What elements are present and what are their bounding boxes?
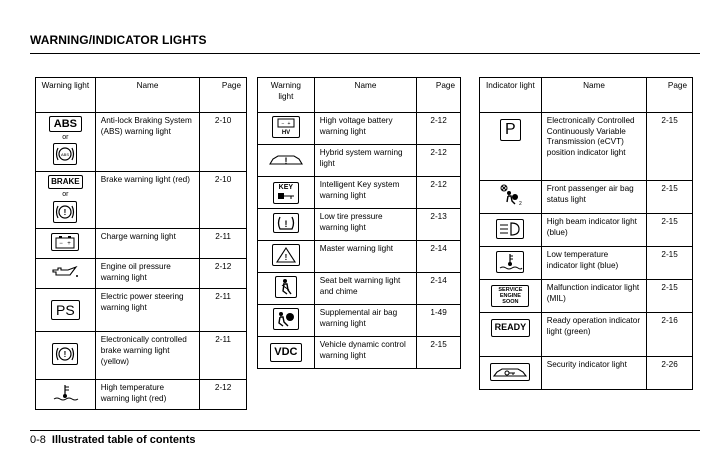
light-name: Anti-lock Braking System (ABS) warning light — [95, 113, 199, 172]
ps-icon: PS — [51, 300, 80, 320]
header-divider — [30, 53, 700, 54]
ready-icon: READY — [491, 319, 531, 337]
light-name: Ready operation indicator light (green) — [541, 313, 646, 357]
svg-text:2: 2 — [519, 201, 523, 207]
svg-text:−: − — [59, 241, 64, 248]
table-row — [258, 209, 461, 241]
footer-title: Illustrated table of contents — [51, 434, 196, 446]
svg-text:!: ! — [64, 207, 67, 217]
svg-text:!: ! — [64, 350, 67, 360]
light-name: Supplemental air bag warning light — [314, 305, 416, 337]
page-footer — [30, 434, 196, 446]
page-ref: 2-13 — [417, 209, 461, 241]
table-row — [480, 181, 693, 214]
svg-text:+: + — [287, 121, 291, 128]
svg-text:−: − — [281, 121, 285, 128]
page-ref: 2-11 — [200, 229, 247, 259]
column-header-page: Page — [417, 78, 461, 113]
page-ref: 2-11 — [200, 289, 247, 332]
light-name: Seat belt warning light and chime — [314, 273, 416, 305]
indicator-lights-table — [479, 77, 693, 390]
high-beam-icon — [496, 219, 524, 239]
light-name: Intelligent Key system warning light — [314, 177, 416, 209]
light-name: Low temperature indicator light (blue) — [541, 247, 646, 280]
light-name: Front passenger air bag status light — [541, 181, 646, 214]
table-row — [480, 247, 693, 280]
column-header-name: Name — [541, 78, 646, 113]
page-ref: 2-15 — [647, 181, 693, 214]
light-name: Electronically Controlled Continuously Variable Transmission (eCVT) position indicator light — [541, 113, 646, 181]
table-row — [36, 172, 247, 229]
svg-text:!: ! — [284, 155, 288, 166]
table-row — [258, 273, 461, 305]
table-row — [36, 259, 247, 289]
brake-icon-cell — [36, 172, 96, 229]
table-row — [258, 145, 461, 177]
page-ref: 1-49 — [417, 305, 461, 337]
light-name: Electronically controlled brake warning light (yellow) — [95, 332, 199, 380]
table-row — [258, 241, 461, 273]
table-row — [258, 113, 461, 145]
page-ref: 2-16 — [647, 313, 693, 357]
page-ref: 2-15 — [647, 247, 693, 280]
page-ref: 2-26 — [647, 357, 693, 390]
seat-belt-icon — [275, 276, 297, 298]
brake-icon: BRAKE — [48, 175, 82, 189]
passenger-airbag-icon — [498, 184, 522, 206]
footer-divider — [30, 430, 700, 431]
page-ref: 2-14 — [417, 241, 461, 273]
page-ref: 2-10 — [200, 172, 247, 229]
park-icon: P — [500, 119, 521, 141]
security-icon — [490, 363, 530, 381]
page-ref: 2-15 — [647, 280, 693, 313]
table-row — [480, 280, 693, 313]
table-row — [36, 289, 247, 332]
table-row — [36, 332, 247, 380]
page-ref: 2-12 — [417, 145, 461, 177]
table-header-row — [480, 78, 693, 113]
light-name: Hybrid system warning light — [314, 145, 416, 177]
page-ref: 2-12 — [417, 113, 461, 145]
page-ref: 2-12 — [417, 177, 461, 209]
page-ref: 2-12 — [200, 380, 247, 410]
column-header-page: Page — [200, 78, 247, 113]
table-header-row — [258, 78, 461, 113]
service-engine-soon-icon: SERVICE ENGINE SOON — [491, 285, 529, 307]
warning-lights-table-1 — [35, 77, 247, 410]
light-name: Security indicator light — [541, 357, 646, 390]
table-row — [36, 113, 247, 172]
intelligent-key-icon: KEY — [273, 182, 299, 204]
table-row — [258, 305, 461, 337]
page-ref: 2-15 — [417, 337, 461, 369]
page-ref: 2-14 — [417, 273, 461, 305]
tire-pressure-icon — [273, 213, 299, 233]
brake-circle-icon — [52, 343, 78, 365]
temperature-icon — [51, 384, 79, 402]
hv-battery-icon — [272, 116, 300, 138]
light-name: High voltage battery warning light — [314, 113, 416, 145]
page-ref: 2-11 — [200, 332, 247, 380]
abs-circle-icon — [53, 143, 77, 165]
table-row — [258, 177, 461, 209]
hybrid-system-icon — [268, 150, 304, 168]
table-row — [480, 313, 693, 357]
column-header-page: Page — [647, 78, 693, 113]
svg-text:!: ! — [284, 219, 288, 230]
or-label: or — [62, 191, 69, 199]
column-header-name: Name — [314, 78, 416, 113]
column-header-name: Name — [95, 78, 199, 113]
abs-icon: ABS — [49, 116, 82, 132]
oil-can-icon — [50, 264, 80, 280]
table-row — [36, 229, 247, 259]
light-name: High temperature warning light (red) — [95, 380, 199, 410]
light-name: Master warning light — [314, 241, 416, 273]
battery-icon — [51, 233, 79, 251]
vdc-icon: VDC — [270, 343, 301, 361]
table-row — [36, 380, 247, 410]
svg-text:ABS: ABS — [61, 152, 70, 158]
light-name: Malfunction indicator light (MIL) — [541, 280, 646, 313]
light-name: Electric power steering warning light — [95, 289, 199, 332]
table-row — [480, 113, 693, 181]
light-name: Engine oil pressure warning light — [95, 259, 199, 289]
or-label: or — [62, 134, 69, 142]
warning-lights-table-2 — [257, 77, 461, 369]
page-ref: 2-15 — [647, 214, 693, 247]
column-header-light: Indicator light — [480, 78, 542, 113]
light-name: Vehicle dynamic control warning light — [314, 337, 416, 369]
light-name: Charge warning light — [95, 229, 199, 259]
master-warning-icon — [272, 244, 300, 266]
svg-text:!: ! — [284, 253, 288, 263]
column-header-light: Warning light — [258, 78, 315, 113]
page-title: WARNING/INDICATOR LIGHTS — [30, 33, 207, 47]
page-number: 0-8 — [30, 434, 46, 446]
brake-circle-icon — [53, 201, 77, 223]
table-header-row — [36, 78, 247, 113]
table-row — [480, 357, 693, 390]
table-row — [258, 337, 461, 369]
light-name: Low tire pressure warning light — [314, 209, 416, 241]
abs-icon-cell — [36, 113, 96, 172]
light-name: High beam indicator light (blue) — [541, 214, 646, 247]
svg-text:+: + — [67, 241, 72, 248]
table-row — [480, 214, 693, 247]
column-header-light: Warning light — [36, 78, 96, 113]
page-ref: 2-15 — [647, 113, 693, 181]
page-ref: 2-10 — [200, 113, 247, 172]
airbag-icon — [273, 308, 299, 330]
svg-text:HV: HV — [281, 130, 291, 137]
light-name: Brake warning light (red) — [95, 172, 199, 229]
low-temperature-icon — [496, 251, 524, 273]
page-ref: 2-12 — [200, 259, 247, 289]
